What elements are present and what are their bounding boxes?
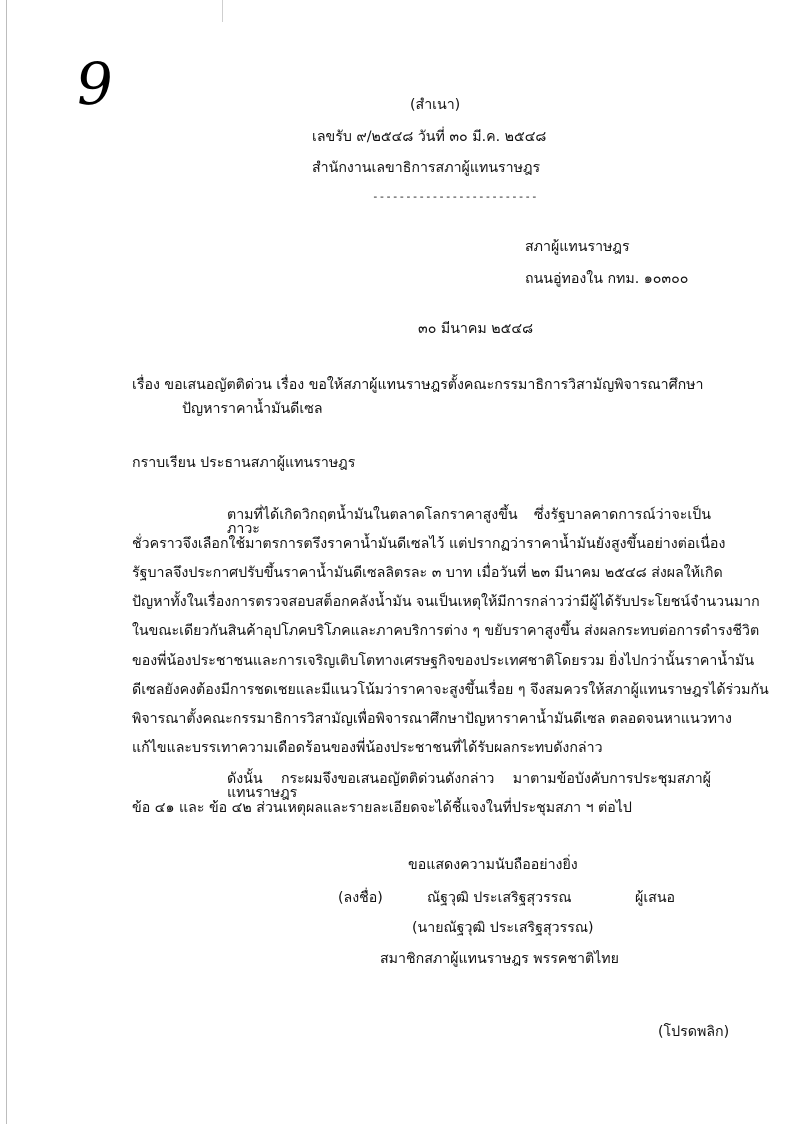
proposer-role: ผู้เสนอ <box>635 890 676 906</box>
letter-date: ๓๐ มีนาคม ๒๕๔๘ <box>418 321 534 337</box>
body-p1-line-7: ดีเซลยังคงต้องมีการชดเชยและมีแนวโน้มว่าราคาจะสูงขึ้นเรื่อย ๆ จึงสมควรให้สภาผู้แทนราษฎรได้ร่วมกัน <box>132 682 769 698</box>
body-p1-line-6: ของพี่น้องประชาชนและการเจริญเติบโตทางเศรษฐกิจของประเทศชาติโดยรวม ยิ่งไปกว่านั้นราคาน้ำมัน <box>132 653 755 669</box>
scan-mark <box>222 0 223 22</box>
copy-label: (สำเนา) <box>410 97 461 113</box>
salutation: กราบเรียน ประธานสภาผู้แทนราษฎร <box>132 455 356 471</box>
member-affiliation: สมาชิกสภาผู้แทนราษฎร พรรคชาติไทย <box>380 951 619 967</box>
body-p1-line-4: ปัญหาทั้งในเรื่องการตรวจสอบสต็อกคลังน้ำมัน จนเป็นเหตุให้มีการกล่าวว่ามีผู้ได้รับประโยชน์จำนวนมาก <box>132 594 760 610</box>
subject-line-1: เรื่อง ขอเสนอญัตติด่วน เรื่อง ขอให้สภาผู้แทนราษฎรตั้งคณะกรรมาธิการวิสามัญพิจารณาศึกษา <box>132 377 704 393</box>
body-p1-line-5: ในขณะเดียวกันสินค้าอุปโภคบริโภคและภาคบริการต่าง ๆ ขยับราคาสูงขึ้น ส่งผลกระทบต่อการดำรงชีวิต <box>132 623 760 639</box>
please-turn-over: (โปรดพลิก) <box>658 1024 730 1040</box>
signed-name: ณัฐวุฒิ ประเสริฐสุวรรณ <box>427 890 572 906</box>
body-p1-line-8: พิจารณาตั้งคณะกรรมาธิการวิสามัญเพื่อพิจารณาศึกษาปัญหาราคาน้ำมันดีเซล ตลอดจนหาแนวทาง <box>132 711 732 727</box>
scan-edge-line <box>6 0 7 1124</box>
receipt-line: เลขรับ ๙/๒๕๔๘ วันที่ ๓๐ มี.ค. ๒๕๔๘ <box>312 129 547 145</box>
closing-phrase: ขอแสดงความนับถืออย่างยิ่ง <box>408 857 578 873</box>
header-divider: ------------------------- <box>372 190 538 203</box>
body-p2-line-2: ข้อ ๔๑ และ ข้อ ๔๒ ส่วนเหตุผลและรายละเอียดจะได้ชี้แจงในที่ประชุมสภา ฯ ต่อไป <box>132 800 632 816</box>
office-name: สำนักงานเลขาธิการสภาผู้แทนราษฎร <box>312 160 541 176</box>
handwritten-page-number: 9 <box>71 50 118 118</box>
printed-name: (นายณัฐวุฒิ ประเสริฐสุวรรณ) <box>412 920 594 936</box>
body-p2-line-1: ดังนั้น กระผมจึงขอเสนอญัตติด่วนดังกล่าว มาตามข้อบังคับการประชุมสภาผู้แทนราษฎร <box>227 771 711 802</box>
body-p1-line-1: ตามที่ได้เกิดวิกฤตน้ำมันในตลาดโลกราคาสูงขึ้น ซึ่งรัฐบาลคาดการณ์ว่าจะเป็นภาวะ <box>227 507 711 538</box>
body-p1-line-3: รัฐบาลจึงประกาศปรับขึ้นราคาน้ำมันดีเซลลิตรละ ๓ บาท เมื่อวันที่ ๒๓ มีนาคม ๒๕๔๘ ส่งผลให้เกิด <box>132 565 723 581</box>
body-p1-line-9: แก้ไขและบรรเทาความเดือดร้อนของพี่น้องประชาชนที่ได้รับผลกระทบดังกล่าว <box>132 740 603 756</box>
subject-line-2: ปัญหาราคาน้ำมันดีเซล <box>182 401 323 417</box>
signed-label: (ลงชื่อ) <box>338 890 383 906</box>
address-line-1: สภาผู้แทนราษฎร <box>525 239 630 255</box>
address-line-2: ถนนอู่ทองใน กทม. ๑๐๓๐๐ <box>525 271 689 287</box>
body-p1-line-2: ชั่วคราวจึงเลือกใช้มาตรการตรึงราคาน้ำมันดีเซลไว้ แต่ปรากฏว่าราคาน้ำมันยังสูงขึ้นอย่างต่อเนื่อง <box>132 536 726 552</box>
